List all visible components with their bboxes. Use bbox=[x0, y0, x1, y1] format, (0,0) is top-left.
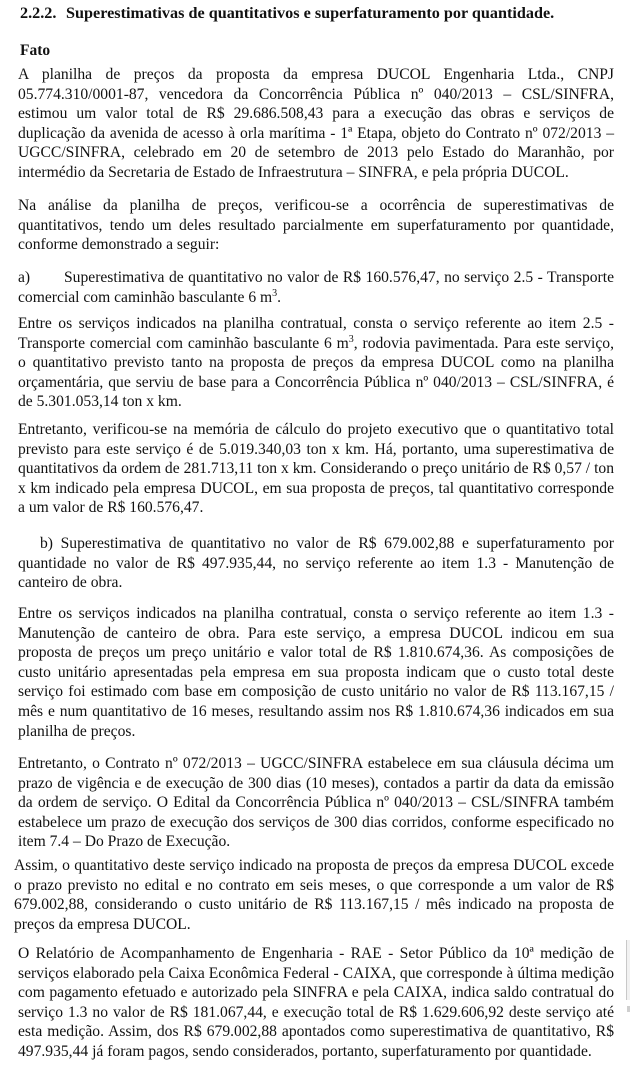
paragraph-1: A planilha de preços da proposta da empresa DUCOL Engenharia Ltda., CNPJ 05.774.310/0001-87, vencedora da Concorrência Pública nº 040/2013 – CSL/SINFRA, estimou um valor total de R$ 29.686.508,43 para a execução das obras e serviços de duplicação da avenida de acesso à orla marítima - 1ª Etapa, objeto do Contrato nº 072/2013 – UGCC/SINFRA, celebrado em 20 de setembro de 2013 pelo Estado do Maranhão, por intermédio da Secretaria de Estado de Infraestrutura – SINFRA, e pela própria DUCOL. bbox=[18, 66, 614, 181]
item-a bbox=[18, 268, 614, 307]
paragraph-5: Entre os serviços indicados na planilha contratual, consta o serviço referente ao item 1.3 - Manutenção de canteiro de obra. Para este serviço, a empresa DUCOL indicou em sua proposta de preços um preço unitário e valor total de R$ 1.810.674,36. As composições de custo unitário apresentadas pela empresa em sua proposta indicam que o custo total deste serviço foi estimado com base em composição de custo unitário no valor de R$ 113.167,15 / mês e num quantitativo de 16 meses, resultando assim nos R$ 1.810.674,36 indicados em sua planilha de preços. bbox=[18, 605, 614, 740]
subheading-fato: Fato bbox=[20, 42, 51, 59]
item-b: b) Superestimativa de quantitativo no valor de R$ 679.002,88 e superfaturamento por quantidade no valor de R$ 497.935,44, no serviço referente ao item 1.3 - Manutenção de canteiro de obra. bbox=[18, 535, 614, 592]
item-a-superscript: 3 bbox=[272, 287, 278, 299]
paragraph-4: Entretanto, verificou-se na memória de cálculo do projeto executivo que o quantitativo total previsto para este serviço é de 5.019.340,03 ton x km. Há, portanto, uma superestimativa de quantitativos da ordem de 281.713,11 ton x km. Considerando o preço unitário de R$ 0,57 / ton x km indicado pela empresa DUCOL, em sua proposta de preços, tal quantitativo corresponde a um valor de R$ 160.576,47. bbox=[18, 421, 614, 517]
paragraph-3-end: , rodovia pavimentada. Para este serviço, o quantitativo previsto tanto na proposta de preços da empresa DUCOL como na planilha orçamentária, que serviu de base para a Concorrência Pública nº 040/2013 – CSL/SINFRA, é de 5.301.053,14 ton x km. bbox=[18, 334, 614, 411]
item-a-end: . bbox=[277, 288, 282, 306]
paragraph-8: O Relatório de Acompanhamento de Engenharia - RAE - Setor Público da 10ª medição de serviços elaborado pela Caixa Econômica Federal - CAIXA, que corresponde à última medição com pagamento efetuado e autorizado pela SINFRA e pela CAIXA, indica saldo contratual do serviço 1.3 no valor de R$ 181.067,44, e execução total de R$ 1.629.606,92 deste serviço até esta medição. Assim, dos R$ 679.002,88 apontados como superestimativa de quantitativo, R$ 497.935,44 já foram pagos, sendo considerados, portanto, superfaturamento por quantidade. bbox=[18, 945, 614, 1060]
section-number: 2.2.2. bbox=[20, 4, 57, 22]
paragraph-3-superscript: 3 bbox=[348, 333, 354, 345]
paragraph-3-start: Entre os serviços indicados na planilha contratual, consta o serviço referente ao item 2.5 - Transporte comercial com caminhão basculante 6 m bbox=[18, 315, 614, 352]
paragraph-3 bbox=[18, 314, 614, 412]
scrollbar-edge[interactable] bbox=[626, 940, 630, 1000]
item-a-text: Superestimativa de quantitativo no valor de R$ 160.576,47, no serviço 2.5 - Transporte comercial com caminhão basculante 6 m bbox=[18, 269, 614, 306]
section-title: Superestimativas de quantitativos e superfaturamento por quantidade. bbox=[66, 4, 555, 22]
section-heading bbox=[20, 4, 554, 23]
item-a-label: a) bbox=[18, 269, 31, 286]
paragraph-7: Assim, o quantitativo deste serviço indicado na proposta de preços da empresa DUCOL excede o prazo previsto no edital e no contrato em seis meses, o que corresponde a um valor de R$ 679.002,88, considerando o custo unitário de R$ 113.167,15 / mês indicado na proposta de preços da empresa DUCOL. bbox=[14, 857, 614, 933]
paragraph-2: Na análise da planilha de preços, verificou-se a ocorrência de superestimativas de quantitativos, tendo um deles resultado parcialmente em superfaturamento por quantidade, conforme demonstrado a seguir: bbox=[18, 197, 614, 254]
paragraph-6: Entretanto, o Contrato nº 072/2013 – UGCC/SINFRA estabelece em sua cláusula décima um prazo de vigência e de execução de 300 dias (10 meses), contados a partir da data da emissão da ordem de serviço. O Edital da Concorrência Pública nº 040/2013 – CSL/SINFRA também estabelece um prazo de execução dos serviços de 300 dias corridos, conforme especificado no item 7.4 – Do Prazo de Execução. bbox=[18, 755, 614, 851]
